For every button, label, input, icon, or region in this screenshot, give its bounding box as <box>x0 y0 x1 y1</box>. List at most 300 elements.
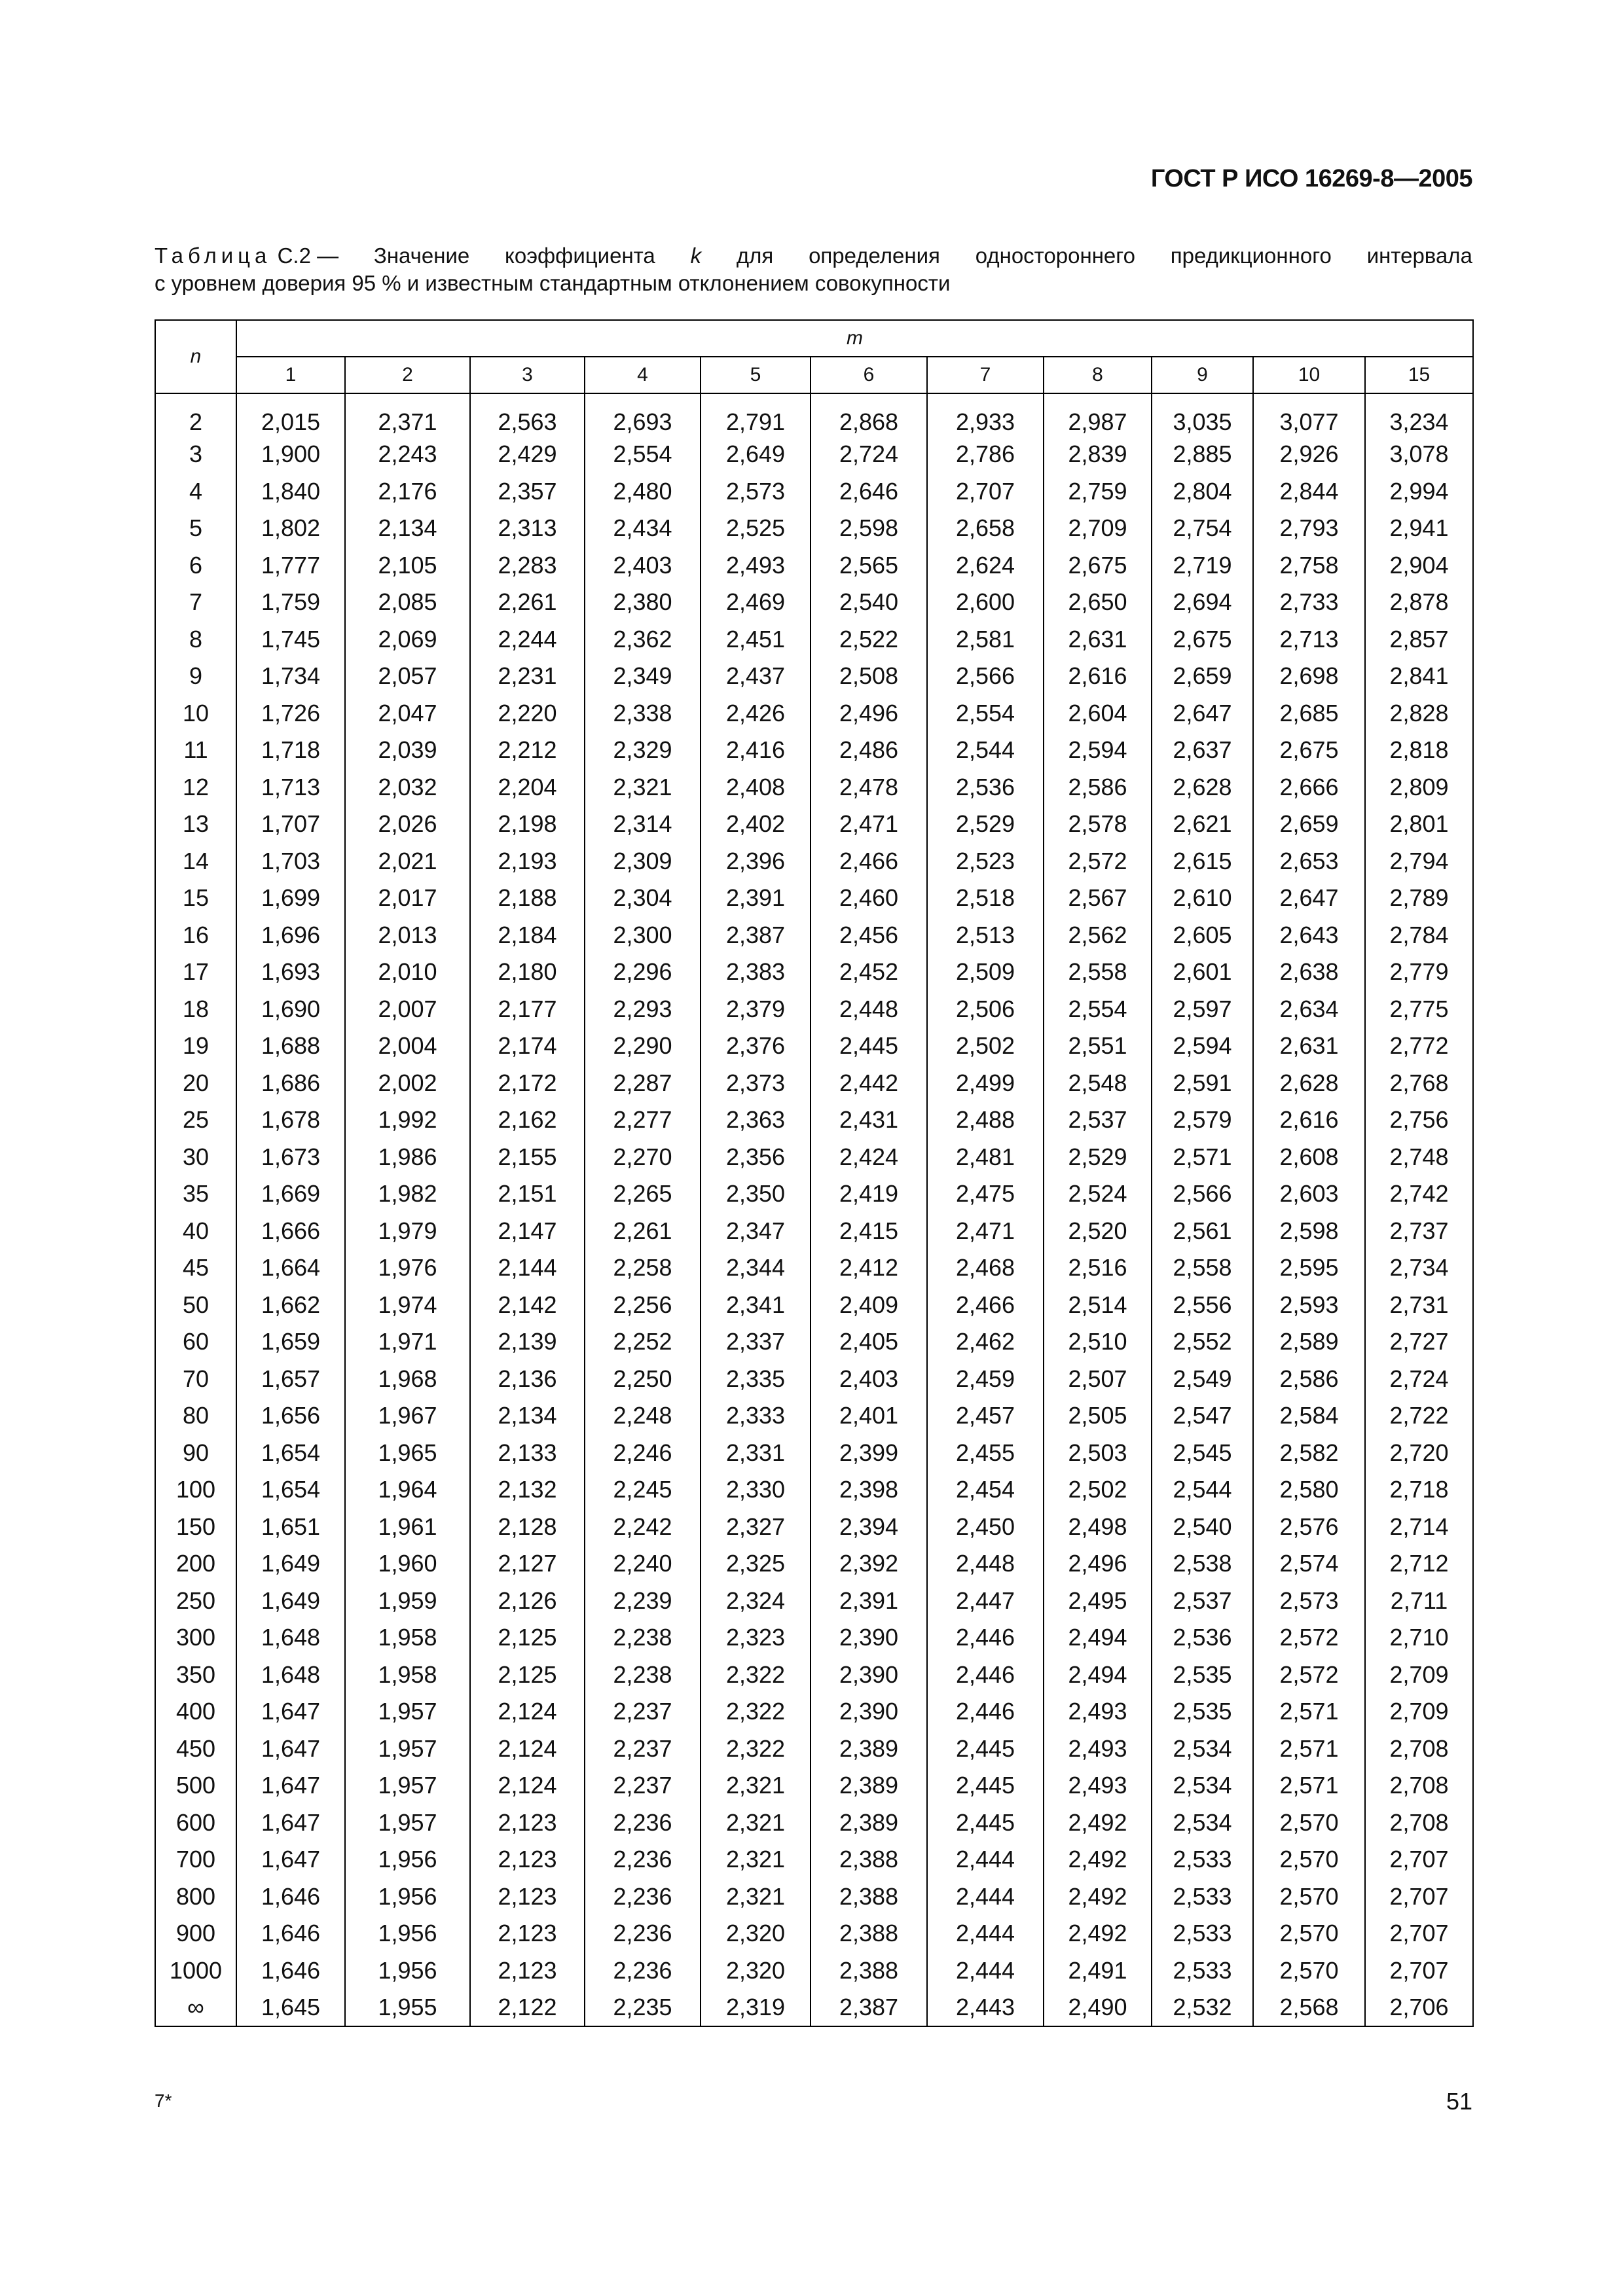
col-group-header-m: m <box>236 320 1473 357</box>
table-cell: 2,724 <box>811 436 927 473</box>
table-cell: 2,492 <box>1044 1841 1152 1878</box>
table-cell: 2,634 <box>1253 991 1365 1028</box>
row-label-n: 45 <box>155 1249 236 1287</box>
table-cell: 2,536 <box>1152 1619 1253 1657</box>
table-cell: 2,388 <box>811 1841 927 1878</box>
table-cell: 2,459 <box>927 1361 1044 1398</box>
table-cell: 2,325 <box>701 1545 811 1583</box>
table-row <box>155 732 1473 769</box>
table-cell: 2,313 <box>470 510 585 547</box>
table-cell: 2,772 <box>1365 1028 1473 1065</box>
table-row <box>155 1509 1473 1546</box>
table-cell: 2,509 <box>927 954 1044 991</box>
table-cell: 2,446 <box>927 1693 1044 1731</box>
row-label-n: 250 <box>155 1583 236 1620</box>
table-cell: 1,956 <box>345 1841 470 1878</box>
table-cell: 2,789 <box>1365 880 1473 917</box>
table-cell: 2,643 <box>1253 917 1365 954</box>
table-cell: 2,379 <box>701 991 811 1028</box>
row-label-n: 5 <box>155 510 236 547</box>
table-cell: 2,335 <box>701 1361 811 1398</box>
table-cell: 1,957 <box>345 1804 470 1842</box>
table-cell: 2,522 <box>811 621 927 658</box>
table-cell: 2,392 <box>811 1545 927 1583</box>
row-label-n: 14 <box>155 843 236 880</box>
table-cell: 2,779 <box>1365 954 1473 991</box>
table-cell: 2,570 <box>1253 1952 1365 1990</box>
caption-word: Значение <box>373 243 470 268</box>
table-cell: 2,628 <box>1152 769 1253 806</box>
table-cell: 2,786 <box>927 436 1044 473</box>
table-cell: 1,956 <box>345 1878 470 1916</box>
row-label-n: ∞ <box>155 1989 236 2026</box>
table-cell: 2,431 <box>811 1102 927 1139</box>
table-cell: 2,605 <box>1152 917 1253 954</box>
table-cell: 2,238 <box>585 1657 701 1694</box>
table-cell: 2,828 <box>1365 695 1473 732</box>
table-cell: 2,457 <box>927 1397 1044 1435</box>
table-cell: 2,123 <box>470 1952 585 1990</box>
table-cell: 2,566 <box>927 658 1044 695</box>
row-label-n: 400 <box>155 1693 236 1731</box>
table-cell: 2,021 <box>345 843 470 880</box>
table-row <box>155 1139 1473 1176</box>
table-cell: 3,234 <box>1365 393 1473 436</box>
table-cell: 2,124 <box>470 1767 585 1804</box>
table-cell: 2,537 <box>1152 1583 1253 1620</box>
table-row <box>155 1583 1473 1620</box>
row-label-n: 800 <box>155 1878 236 1916</box>
table-row <box>155 1804 1473 1842</box>
table-cell: 2,478 <box>811 769 927 806</box>
table-cell: 2,492 <box>1044 1804 1152 1842</box>
table-cell: 2,321 <box>701 1804 811 1842</box>
caption-number: С.2 <box>277 243 311 268</box>
column-header: 2 <box>345 357 470 393</box>
table-cell: 2,719 <box>1152 547 1253 584</box>
caption-line-2: с уровнем доверия 95 % и известным стандартным отклонением совокупности <box>155 271 951 295</box>
table-cell: 2,319 <box>701 1989 811 2026</box>
row-label-n: 16 <box>155 917 236 954</box>
table-row <box>155 954 1473 991</box>
table-cell: 2,125 <box>470 1619 585 1657</box>
table-cell: 2,389 <box>811 1767 927 1804</box>
table-cell: 2,675 <box>1253 732 1365 769</box>
table-cell: 2,177 <box>470 991 585 1028</box>
table-cell: 2,540 <box>1152 1509 1253 1546</box>
table-cell: 2,502 <box>1044 1471 1152 1509</box>
table-cell: 2,443 <box>927 1989 1044 2026</box>
table-row <box>155 658 1473 695</box>
table-cell: 1,662 <box>236 1287 345 1324</box>
table-cell: 2,390 <box>811 1693 927 1731</box>
table-cell: 2,409 <box>811 1287 927 1324</box>
table-cell: 2,572 <box>1253 1657 1365 1694</box>
table-cell: 1,759 <box>236 584 345 621</box>
table-cell: 2,589 <box>1253 1323 1365 1361</box>
table-cell: 2,450 <box>927 1509 1044 1546</box>
row-label-n: 300 <box>155 1619 236 1657</box>
column-header: 1 <box>236 357 345 393</box>
table-cell: 2,926 <box>1253 436 1365 473</box>
table-cell: 2,403 <box>811 1361 927 1398</box>
table-row <box>155 436 1473 473</box>
row-label-n: 8 <box>155 621 236 658</box>
caption-word: коэффициента <box>505 243 655 268</box>
table-cell: 2,184 <box>470 917 585 954</box>
table-cell: 2,144 <box>470 1249 585 1287</box>
table-row <box>155 769 1473 806</box>
table-cell: 2,534 <box>1152 1731 1253 1768</box>
table-cell: 2,445 <box>811 1028 927 1065</box>
table-cell: 2,261 <box>585 1213 701 1250</box>
standard-designation: ГОСТ Р ИСО 16269-8—2005 <box>1150 165 1472 192</box>
table-cell: 2,236 <box>585 1915 701 1952</box>
table-cell: 2,598 <box>1253 1213 1365 1250</box>
row-label-n: 150 <box>155 1509 236 1546</box>
table-cell: 1,651 <box>236 1509 345 1546</box>
table-cell: 2,069 <box>345 621 470 658</box>
table-cell: 2,322 <box>701 1693 811 1731</box>
table-cell: 2,544 <box>1152 1471 1253 1509</box>
table-cell: 2,446 <box>927 1657 1044 1694</box>
table-cell: 2,445 <box>927 1731 1044 1768</box>
table-cell: 2,408 <box>701 769 811 806</box>
table-row <box>155 1989 1473 2026</box>
table-cell: 2,857 <box>1365 621 1473 658</box>
table-cell: 1,992 <box>345 1102 470 1139</box>
table-cell: 2,357 <box>470 473 585 511</box>
table-cell: 2,004 <box>345 1028 470 1065</box>
table-cell: 1,648 <box>236 1619 345 1657</box>
table-cell: 2,706 <box>1365 1989 1473 2026</box>
table-cell: 2,529 <box>927 806 1044 843</box>
table-cell: 2,434 <box>585 510 701 547</box>
table-row <box>155 1361 1473 1398</box>
table-cell: 2,162 <box>470 1102 585 1139</box>
table-cell: 2,492 <box>1044 1878 1152 1916</box>
table-cell: 2,582 <box>1253 1435 1365 1472</box>
table-cell: 1,802 <box>236 510 345 547</box>
table-cell: 2,493 <box>1044 1731 1152 1768</box>
table-cell: 2,198 <box>470 806 585 843</box>
table-cell: 2,492 <box>1044 1915 1152 1952</box>
table-cell: 2,320 <box>701 1952 811 1990</box>
table-cell: 2,794 <box>1365 843 1473 880</box>
table-cell: 2,524 <box>1044 1175 1152 1213</box>
table-row <box>155 1915 1473 1952</box>
table-cell: 1,986 <box>345 1139 470 1176</box>
table-cell: 2,624 <box>927 547 1044 584</box>
table-cell: 2,373 <box>701 1065 811 1102</box>
table-cell: 2,321 <box>701 1841 811 1878</box>
table-cell: 2,490 <box>1044 1989 1152 2026</box>
table-cell: 2,727 <box>1365 1323 1473 1361</box>
table-cell: 1,974 <box>345 1287 470 1324</box>
table-cell: 2,535 <box>1152 1657 1253 1694</box>
table-cell: 2,136 <box>470 1361 585 1398</box>
table-cell: 2,172 <box>470 1065 585 1102</box>
table-cell: 2,324 <box>701 1583 811 1620</box>
table-cell: 2,242 <box>585 1509 701 1546</box>
table-cell: 1,646 <box>236 1915 345 1952</box>
table-cell: 2,576 <box>1253 1509 1365 1546</box>
table-cell: 2,283 <box>470 547 585 584</box>
table-cell: 2,405 <box>811 1323 927 1361</box>
row-label-n: 11 <box>155 732 236 769</box>
row-label-n: 18 <box>155 991 236 1028</box>
table-cell: 2,604 <box>1044 695 1152 732</box>
table-cell: 2,510 <box>1044 1323 1152 1361</box>
table-cell: 2,293 <box>585 991 701 1028</box>
table-cell: 2,481 <box>927 1139 1044 1176</box>
row-label-n: 70 <box>155 1361 236 1398</box>
table-cell: 2,391 <box>811 1583 927 1620</box>
table-cell: 2,123 <box>470 1804 585 1842</box>
table-cell: 1,688 <box>236 1028 345 1065</box>
table-cell: 2,554 <box>927 695 1044 732</box>
table-row <box>155 1657 1473 1694</box>
caption-word: интервала <box>1366 243 1472 268</box>
table-cell: 2,412 <box>811 1249 927 1287</box>
table-cell: 2,536 <box>927 769 1044 806</box>
table-cell: 2,244 <box>470 621 585 658</box>
table-cell: 2,147 <box>470 1213 585 1250</box>
page-number: 51 <box>1446 2088 1472 2115</box>
table-cell: 2,329 <box>585 732 701 769</box>
table-row <box>155 1471 1473 1509</box>
table-cell: 2,015 <box>236 393 345 436</box>
table-cell: 2,256 <box>585 1287 701 1324</box>
table-cell: 2,714 <box>1365 1509 1473 1546</box>
table-cell: 2,296 <box>585 954 701 991</box>
table-cell: 1,900 <box>236 436 345 473</box>
table-cell: 1,654 <box>236 1435 345 1472</box>
table-cell: 1,654 <box>236 1471 345 1509</box>
table-cell: 2,493 <box>1044 1767 1152 1804</box>
table-cell: 2,713 <box>1253 621 1365 658</box>
row-label-n: 17 <box>155 954 236 991</box>
table-cell: 2,549 <box>1152 1361 1253 1398</box>
column-header: 6 <box>811 357 927 393</box>
table-cell: 1,964 <box>345 1471 470 1509</box>
table-cell: 1,690 <box>236 991 345 1028</box>
table-cell: 2,237 <box>585 1767 701 1804</box>
table-cell: 2,551 <box>1044 1028 1152 1065</box>
table-cell: 2,505 <box>1044 1397 1152 1435</box>
table-cell: 2,452 <box>811 954 927 991</box>
table-cell: 2,236 <box>585 1878 701 1916</box>
table-cell: 2,552 <box>1152 1323 1253 1361</box>
table-row <box>155 880 1473 917</box>
table-cell: 2,558 <box>1044 954 1152 991</box>
table-cell: 1,726 <box>236 695 345 732</box>
row-label-n: 350 <box>155 1657 236 1694</box>
table-cell: 2,610 <box>1152 880 1253 917</box>
table-cell: 2,534 <box>1152 1804 1253 1842</box>
table-cell: 1,696 <box>236 917 345 954</box>
table-cell: 2,516 <box>1044 1249 1152 1287</box>
table-cell: 1,960 <box>345 1545 470 1583</box>
table-cell: 2,608 <box>1253 1139 1365 1176</box>
table-cell: 1,979 <box>345 1213 470 1250</box>
table-cell: 2,290 <box>585 1028 701 1065</box>
caption-k-symbol: k <box>690 243 702 268</box>
row-label-n: 200 <box>155 1545 236 1583</box>
table-cell: 2,709 <box>1365 1657 1473 1694</box>
row-label-n: 12 <box>155 769 236 806</box>
table-row <box>155 1323 1473 1361</box>
table-cell: 2,398 <box>811 1471 927 1509</box>
table-cell: 2,455 <box>927 1435 1044 1472</box>
table-cell: 2,572 <box>1253 1619 1365 1657</box>
table-cell: 2,707 <box>1365 1915 1473 1952</box>
table-cell: 2,707 <box>1365 1952 1473 1990</box>
table-row <box>155 1952 1473 1990</box>
table-cell: 2,685 <box>1253 695 1365 732</box>
table-cell: 2,638 <box>1253 954 1365 991</box>
table-cell: 2,533 <box>1152 1878 1253 1916</box>
table-cell: 2,580 <box>1253 1471 1365 1509</box>
table-cell: 2,389 <box>811 1804 927 1842</box>
table-cell: 2,659 <box>1152 658 1253 695</box>
column-header: 15 <box>1365 357 1473 393</box>
table-cell: 2,419 <box>811 1175 927 1213</box>
caption-word: одностороннего <box>975 243 1135 268</box>
table-cell: 2,566 <box>1152 1175 1253 1213</box>
table-cell: 2,666 <box>1253 769 1365 806</box>
table-cell: 2,844 <box>1253 473 1365 511</box>
table-cell: 2,496 <box>1044 1545 1152 1583</box>
table-cell: 2,401 <box>811 1397 927 1435</box>
table-cell: 2,304 <box>585 880 701 917</box>
table-row <box>155 1619 1473 1657</box>
table-cell: 2,571 <box>1152 1139 1253 1176</box>
table-cell: 2,133 <box>470 1435 585 1472</box>
table-cell: 1,666 <box>236 1213 345 1250</box>
coefficient-table <box>155 319 1474 2027</box>
table-cell: 2,579 <box>1152 1102 1253 1139</box>
table-cell: 2,456 <box>811 917 927 954</box>
table-cell: 2,142 <box>470 1287 585 1324</box>
table-cell: 2,243 <box>345 436 470 473</box>
table-cell: 2,498 <box>1044 1509 1152 1546</box>
table-cell: 1,707 <box>236 806 345 843</box>
table-cell: 2,402 <box>701 806 811 843</box>
table-cell: 2,442 <box>811 1065 927 1102</box>
table-cell: 2,707 <box>1365 1841 1473 1878</box>
table-cell: 2,139 <box>470 1323 585 1361</box>
table-cell: 1,957 <box>345 1767 470 1804</box>
table-cell: 2,010 <box>345 954 470 991</box>
table-cell: 2,809 <box>1365 769 1473 806</box>
table-cell: 2,801 <box>1365 806 1473 843</box>
table-row <box>155 1693 1473 1731</box>
row-label-n: 7 <box>155 584 236 621</box>
table-cell: 2,448 <box>811 991 927 1028</box>
table-cell: 2,123 <box>470 1915 585 1952</box>
table-cell: 2,331 <box>701 1435 811 1472</box>
table-cell: 2,567 <box>1044 880 1152 917</box>
table-cell: 2,572 <box>1044 843 1152 880</box>
table-cell: 2,506 <box>927 991 1044 1028</box>
caption-dash: — <box>317 243 339 268</box>
table-cell: 2,720 <box>1365 1435 1473 1472</box>
table-cell: 2,574 <box>1253 1545 1365 1583</box>
table-cell: 2,584 <box>1253 1397 1365 1435</box>
table-cell: 2,344 <box>701 1249 811 1287</box>
table-cell: 2,722 <box>1365 1397 1473 1435</box>
table-cell: 2,708 <box>1365 1731 1473 1768</box>
table-cell: 2,380 <box>585 584 701 621</box>
table-cell: 2,987 <box>1044 393 1152 436</box>
table-cell: 1,647 <box>236 1804 345 1842</box>
table-cell: 1,699 <box>236 880 345 917</box>
table-row <box>155 1287 1473 1324</box>
table-cell: 2,565 <box>811 547 927 584</box>
table-cell: 1,713 <box>236 769 345 806</box>
table-cell: 2,132 <box>470 1471 585 1509</box>
table-cell: 2,601 <box>1152 954 1253 991</box>
column-header: 9 <box>1152 357 1253 393</box>
table-cell: 2,389 <box>811 1731 927 1768</box>
table-cell: 2,235 <box>585 1989 701 2026</box>
table-row <box>155 584 1473 621</box>
table-cell: 1,703 <box>236 843 345 880</box>
table-cell: 2,125 <box>470 1657 585 1694</box>
table-cell: 2,002 <box>345 1065 470 1102</box>
table-cell: 2,748 <box>1365 1139 1473 1176</box>
table-cell: 2,839 <box>1044 436 1152 473</box>
table-row <box>155 991 1473 1028</box>
table-cell: 2,647 <box>1152 695 1253 732</box>
row-label-n: 3 <box>155 436 236 473</box>
table-cell: 2,239 <box>585 1583 701 1620</box>
table-cell: 2,593 <box>1253 1287 1365 1324</box>
table-caption <box>155 242 1472 297</box>
table-row <box>155 1878 1473 1916</box>
table-cell: 2,709 <box>1044 510 1152 547</box>
table-cell: 2,818 <box>1365 732 1473 769</box>
table-cell: 2,444 <box>927 1952 1044 1990</box>
table-cell: 2,554 <box>585 436 701 473</box>
table-cell: 1,649 <box>236 1583 345 1620</box>
table-cell: 1,648 <box>236 1657 345 1694</box>
table-cell: 2,495 <box>1044 1583 1152 1620</box>
row-label-n: 500 <box>155 1767 236 1804</box>
table-cell: 2,904 <box>1365 547 1473 584</box>
table-cell: 1,955 <box>345 1989 470 2026</box>
table-cell: 2,994 <box>1365 473 1473 511</box>
table-cell: 2,734 <box>1365 1249 1473 1287</box>
row-label-n: 30 <box>155 1139 236 1176</box>
table-cell: 2,429 <box>470 436 585 473</box>
table-cell: 1,686 <box>236 1065 345 1102</box>
table-cell: 2,707 <box>1365 1878 1473 1916</box>
table-cell: 2,731 <box>1365 1287 1473 1324</box>
table-cell: 2,878 <box>1365 584 1473 621</box>
table-cell: 2,466 <box>927 1287 1044 1324</box>
table-cell: 1,958 <box>345 1657 470 1694</box>
table-cell: 2,445 <box>927 1804 1044 1842</box>
table-row <box>155 1397 1473 1435</box>
table-cell: 2,261 <box>470 584 585 621</box>
table-row <box>155 1249 1473 1287</box>
table-cell: 2,017 <box>345 880 470 917</box>
table-row <box>155 1213 1473 1250</box>
table-cell: 2,499 <box>927 1065 1044 1102</box>
table-cell: 1,961 <box>345 1509 470 1546</box>
